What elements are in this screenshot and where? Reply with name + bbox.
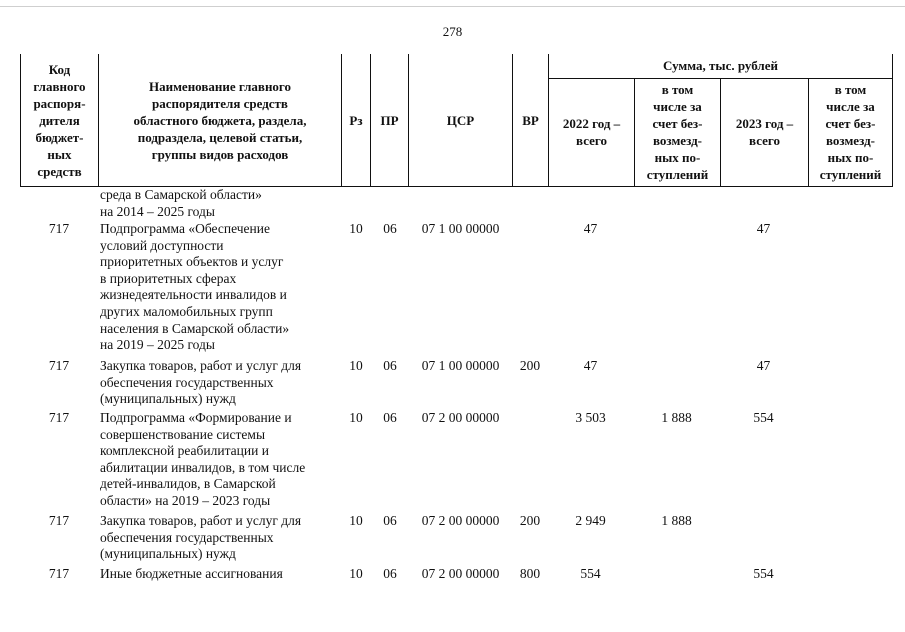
header-rz: Рз bbox=[349, 112, 363, 128]
row-pr: 06 bbox=[383, 513, 397, 528]
row-vr: 200 bbox=[519, 358, 541, 373]
top-divider bbox=[0, 6, 905, 7]
row-2023-total: 554 bbox=[753, 566, 774, 581]
row-2022-grants: 1 888 bbox=[661, 410, 692, 425]
header-2022-grants: в том числе за счет без- возмезд- ных по- ступлений bbox=[646, 82, 709, 182]
header-2023-grants: в том числе за счет без- возмезд- ных по- ступлений bbox=[819, 82, 882, 182]
row-code: 717 bbox=[48, 358, 70, 373]
row-name: Закупка товаров, работ и услуг для обеспечения государственных (муниципальных) нужд bbox=[100, 513, 302, 562]
header-csr: ЦСР bbox=[446, 112, 475, 128]
header-name: Наименование главного распорядителя средств областного бюджета, раздела, подраздела, целевой статьи, группы видов расходов bbox=[133, 78, 307, 162]
row-csr: 07 2 00 00000 bbox=[421, 410, 500, 425]
row-csr: 07 2 00 00000 bbox=[421, 566, 500, 581]
row-2023-total: 554 bbox=[753, 410, 774, 425]
row-csr: 07 1 00 00000 bbox=[421, 358, 500, 373]
continuation-text: среда в Самарской области» на 2014 – 2025 годы bbox=[100, 187, 262, 219]
row-2022-total: 3 503 bbox=[575, 410, 606, 425]
row-2022-total: 47 bbox=[583, 221, 598, 236]
row-vr: 200 bbox=[519, 513, 541, 528]
row-2022-total: 2 949 bbox=[575, 513, 606, 528]
row-2023-total: 47 bbox=[756, 358, 771, 373]
row-name: Подпрограмма «Формирование и совершенствование системы комплексной реабилитации и абилитации инвалидов, в том числе детей-инвалидов, в Самарской области» на 2019 – 2023 годы bbox=[100, 410, 306, 508]
row-name: Иные бюджетные ассигнования bbox=[100, 566, 283, 581]
row-rz: 10 bbox=[349, 566, 363, 581]
row-pr: 06 bbox=[383, 221, 397, 236]
row-csr: 07 2 00 00000 bbox=[421, 513, 500, 528]
row-2022-total: 554 bbox=[580, 566, 601, 581]
row-2023-total: 47 bbox=[756, 221, 771, 236]
row-pr: 06 bbox=[383, 358, 397, 373]
page-number: 278 bbox=[442, 24, 463, 39]
row-name: Закупка товаров, работ и услуг для обеспечения государственных (муниципальных) нужд bbox=[100, 358, 302, 407]
header-sum-title: Сумма, тыс. рублей bbox=[548, 54, 893, 79]
row-code: 717 bbox=[48, 221, 70, 236]
row-vr: 800 bbox=[519, 566, 541, 581]
row-pr: 06 bbox=[383, 566, 397, 581]
row-code: 717 bbox=[48, 513, 70, 528]
header-2022-total: 2022 год – всего bbox=[562, 116, 621, 148]
row-rz: 10 bbox=[349, 221, 363, 236]
header-pr: ПР bbox=[380, 112, 399, 128]
row-csr: 07 1 00 00000 bbox=[421, 221, 500, 236]
row-pr: 06 bbox=[383, 410, 397, 425]
row-rz: 10 bbox=[349, 358, 363, 373]
row-rz: 10 bbox=[349, 410, 363, 425]
header-code: Код главного распоря- дителя бюджет- ных средств bbox=[33, 61, 86, 179]
row-2022-total: 47 bbox=[583, 358, 598, 373]
row-rz: 10 bbox=[349, 513, 363, 528]
header-vr: ВР bbox=[522, 112, 539, 128]
row-2022-grants: 1 888 bbox=[661, 513, 692, 528]
table-header bbox=[20, 54, 893, 187]
header-2023-total: 2023 год – всего bbox=[735, 116, 794, 148]
row-code: 717 bbox=[48, 566, 70, 581]
row-code: 717 bbox=[48, 410, 70, 425]
row-name: Подпрограмма «Обеспечение условий доступности приоритетных объектов и услуг в приоритетных сферах жизнедеятельности инвалидов и других маломобильных групп населения в Самарской области» на 2019 – 2025 годы bbox=[100, 221, 290, 353]
